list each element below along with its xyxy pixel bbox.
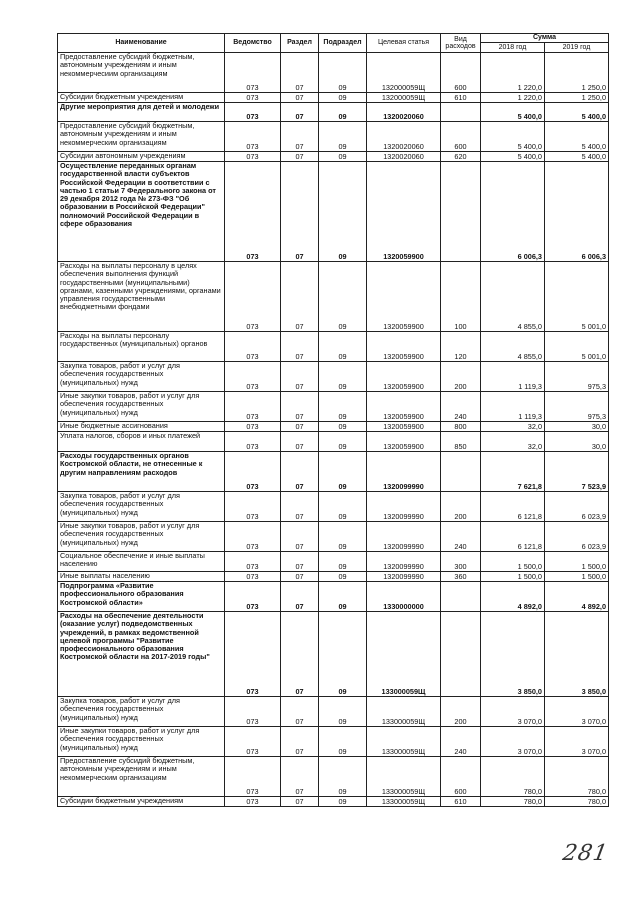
row-razdel-cell: 07 [281, 757, 319, 797]
row-podrazdel-cell: 09 [319, 122, 367, 152]
row-sum-2018-cell: 780,0 [481, 797, 545, 807]
row-target-cell: 1320099990 [367, 452, 441, 492]
row-podrazdel-cell: 09 [319, 152, 367, 162]
row-sum-2019-cell: 6 023,9 [545, 492, 609, 522]
row-vid-cell [441, 582, 481, 612]
row-podrazdel-cell: 09 [319, 582, 367, 612]
row-vid-cell [441, 612, 481, 697]
row-sum-2018-cell: 1 119,3 [481, 392, 545, 422]
row-name-cell: Социальное обеспечение и иные выплаты населению [58, 552, 225, 572]
row-name-cell: Субсидии автономным учреждениям [58, 152, 225, 162]
row-vedomstvo-cell: 073 [225, 392, 281, 422]
row-vid-cell: 200 [441, 492, 481, 522]
row-vedomstvo-cell: 073 [225, 797, 281, 807]
row-podrazdel-cell: 09 [319, 422, 367, 432]
row-sum-2019-cell: 5 001,0 [545, 262, 609, 332]
row-vid-cell: 240 [441, 727, 481, 757]
table-row [58, 582, 609, 612]
row-sum-2019-cell: 3 070,0 [545, 697, 609, 727]
row-vid-cell: 120 [441, 332, 481, 362]
row-sum-2019-cell: 6 006,3 [545, 162, 609, 262]
row-name-cell: Закупка товаров, работ и услуг для обеспечения государственных (муниципальных) нужд [58, 697, 225, 727]
col-header-razdel: Раздел [281, 34, 319, 53]
row-podrazdel-cell: 09 [319, 93, 367, 103]
row-sum-2019-cell: 780,0 [545, 757, 609, 797]
row-name-cell: Предоставление субсидий бюджетным, автономным учреждениям и иным некоммерческим организациям [58, 122, 225, 152]
row-sum-2018-cell: 5 400,0 [481, 152, 545, 162]
table-row [58, 727, 609, 757]
row-sum-2018-cell: 4 855,0 [481, 332, 545, 362]
row-vid-cell: 100 [441, 262, 481, 332]
row-vid-cell: 620 [441, 152, 481, 162]
row-razdel-cell: 07 [281, 492, 319, 522]
table-row [58, 362, 609, 392]
row-vedomstvo-cell: 073 [225, 122, 281, 152]
row-podrazdel-cell: 09 [319, 552, 367, 572]
row-name-cell: Другие мероприятия для детей и молодежи [58, 103, 225, 122]
row-razdel-cell: 07 [281, 552, 319, 572]
table-row [58, 332, 609, 362]
row-name-cell: Закупка товаров, работ и услуг для обеспечения государственных (муниципальных) нужд [58, 362, 225, 392]
row-podrazdel-cell: 09 [319, 797, 367, 807]
row-sum-2018-cell: 1 119,3 [481, 362, 545, 392]
row-vedomstvo-cell: 073 [225, 103, 281, 122]
row-podrazdel-cell: 09 [319, 452, 367, 492]
row-vid-cell: 200 [441, 362, 481, 392]
row-sum-2019-cell: 975,3 [545, 362, 609, 392]
table-row [58, 572, 609, 582]
row-sum-2019-cell: 7 523,9 [545, 452, 609, 492]
table-row [58, 392, 609, 422]
row-target-cell: 133000059Щ [367, 697, 441, 727]
row-name-cell: Иные бюджетные ассигнования [58, 422, 225, 432]
row-sum-2018-cell: 3 070,0 [481, 697, 545, 727]
row-target-cell: 1320099990 [367, 522, 441, 552]
row-sum-2019-cell: 30,0 [545, 422, 609, 432]
col-header-vedomstvo: Ведомство [225, 34, 281, 53]
row-vid-cell: 850 [441, 432, 481, 452]
table-row [58, 757, 609, 797]
row-podrazdel-cell: 09 [319, 492, 367, 522]
row-name-cell: Подпрограмма «Развитие профессионального образования Костромской области» [58, 582, 225, 612]
row-target-cell: 133000059Щ [367, 757, 441, 797]
table-row [58, 152, 609, 162]
row-sum-2019-cell: 975,3 [545, 392, 609, 422]
row-podrazdel-cell: 09 [319, 572, 367, 582]
row-sum-2018-cell: 7 621,8 [481, 452, 545, 492]
row-name-cell: Иные выплаты населению [58, 572, 225, 582]
row-target-cell: 1320020060 [367, 122, 441, 152]
row-podrazdel-cell: 09 [319, 522, 367, 552]
row-razdel-cell: 07 [281, 582, 319, 612]
row-sum-2018-cell: 32,0 [481, 432, 545, 452]
row-sum-2019-cell: 1 500,0 [545, 572, 609, 582]
table-row [58, 432, 609, 452]
row-vedomstvo-cell: 073 [225, 332, 281, 362]
row-target-cell: 132000059Щ [367, 53, 441, 93]
row-vedomstvo-cell: 073 [225, 152, 281, 162]
row-target-cell: 133000059Щ [367, 797, 441, 807]
row-vedomstvo-cell: 073 [225, 262, 281, 332]
row-razdel-cell: 07 [281, 262, 319, 332]
row-vid-cell [441, 162, 481, 262]
row-target-cell: 1320099990 [367, 552, 441, 572]
row-podrazdel-cell: 09 [319, 432, 367, 452]
row-vid-cell: 360 [441, 572, 481, 582]
row-target-cell: 1320099990 [367, 492, 441, 522]
row-target-cell: 1320020060 [367, 103, 441, 122]
row-razdel-cell: 07 [281, 797, 319, 807]
row-vedomstvo-cell: 073 [225, 422, 281, 432]
row-target-cell: 132000059Щ [367, 93, 441, 103]
row-podrazdel-cell: 09 [319, 727, 367, 757]
row-podrazdel-cell: 09 [319, 697, 367, 727]
table-row [58, 122, 609, 152]
row-podrazdel-cell: 09 [319, 362, 367, 392]
table-row [58, 452, 609, 492]
row-sum-2018-cell: 32,0 [481, 422, 545, 432]
row-target-cell: 1320099990 [367, 572, 441, 582]
row-sum-2018-cell: 4 855,0 [481, 262, 545, 332]
row-name-cell: Субсидии бюджетным учреждениям [58, 797, 225, 807]
row-razdel-cell: 07 [281, 392, 319, 422]
row-sum-2019-cell: 1 250,0 [545, 93, 609, 103]
row-vedomstvo-cell: 073 [225, 612, 281, 697]
row-vedomstvo-cell: 073 [225, 492, 281, 522]
table-row [58, 697, 609, 727]
row-target-cell: 1320059900 [367, 162, 441, 262]
row-vedomstvo-cell: 073 [225, 452, 281, 492]
row-sum-2018-cell: 1 220,0 [481, 93, 545, 103]
row-target-cell: 1320059900 [367, 432, 441, 452]
row-name-cell: Предоставление субсидий бюджетным, автономным учреждениям и иным некоммерческим организациям [58, 757, 225, 797]
row-razdel-cell: 07 [281, 572, 319, 582]
row-name-cell: Расходы на обеспечение деятельности (оказание услуг) подведомственных учреждений, в рамках ведомственной целевой программы "Развитие профессионального образования Костромской области на 2017-2019 годы" [58, 612, 225, 697]
row-razdel-cell: 07 [281, 452, 319, 492]
row-name-cell: Расходы на выплаты персоналу государственных (муниципальных) органов [58, 332, 225, 362]
row-vedomstvo-cell: 073 [225, 522, 281, 552]
row-name-cell: Уплата налогов, сборов и иных платежей [58, 432, 225, 452]
row-sum-2019-cell: 780,0 [545, 797, 609, 807]
row-vedomstvo-cell: 073 [225, 572, 281, 582]
row-razdel-cell: 07 [281, 93, 319, 103]
col-header-podrazdel: Подраздел [319, 34, 367, 53]
row-vedomstvo-cell: 073 [225, 432, 281, 452]
row-podrazdel-cell: 09 [319, 332, 367, 362]
row-razdel-cell: 07 [281, 697, 319, 727]
row-sum-2019-cell: 30,0 [545, 432, 609, 452]
col-header-2018: 2018 год [481, 43, 545, 53]
row-vedomstvo-cell: 073 [225, 162, 281, 262]
row-vedomstvo-cell: 073 [225, 697, 281, 727]
row-razdel-cell: 07 [281, 103, 319, 122]
col-header-vid: Вид расходов [441, 34, 481, 53]
row-vid-cell: 300 [441, 552, 481, 572]
row-vid-cell [441, 103, 481, 122]
table-row [58, 262, 609, 332]
table-row [58, 422, 609, 432]
row-razdel-cell: 07 [281, 612, 319, 697]
row-vid-cell: 610 [441, 797, 481, 807]
row-razdel-cell: 07 [281, 522, 319, 552]
row-name-cell: Предоставление субсидий бюджетным, автономным учреждениям и иным некоммерчесиим организациям [58, 53, 225, 93]
row-podrazdel-cell: 09 [319, 612, 367, 697]
row-podrazdel-cell: 09 [319, 162, 367, 262]
row-sum-2019-cell: 5 001,0 [545, 332, 609, 362]
table-row [58, 53, 609, 93]
row-razdel-cell: 07 [281, 727, 319, 757]
row-sum-2019-cell: 5 400,0 [545, 103, 609, 122]
col-header-2019: 2019 год [545, 43, 609, 53]
row-sum-2019-cell: 5 400,0 [545, 152, 609, 162]
row-razdel-cell: 07 [281, 432, 319, 452]
row-razdel-cell: 07 [281, 53, 319, 93]
row-razdel-cell: 07 [281, 152, 319, 162]
row-razdel-cell: 07 [281, 362, 319, 392]
table-header [58, 34, 609, 53]
row-vedomstvo-cell: 073 [225, 362, 281, 392]
row-sum-2018-cell: 5 400,0 [481, 122, 545, 152]
row-podrazdel-cell: 09 [319, 262, 367, 332]
row-target-cell: 1320020060 [367, 152, 441, 162]
row-sum-2019-cell: 1 250,0 [545, 53, 609, 93]
row-podrazdel-cell: 09 [319, 103, 367, 122]
row-name-cell: Закупка товаров, работ и услуг для обеспечения государственных (муниципальных) нужд [58, 492, 225, 522]
row-name-cell: Иные закупки товаров, работ и услуг для обеспечения государственных (муниципальных) нужд [58, 392, 225, 422]
row-vedomstvo-cell: 073 [225, 552, 281, 572]
budget-table [57, 33, 609, 807]
row-podrazdel-cell: 09 [319, 392, 367, 422]
row-sum-2018-cell: 6 121,8 [481, 492, 545, 522]
table-row [58, 797, 609, 807]
row-name-cell: Расходы государственных органов Костромской области, не отнесенные к другим направлениям расходов [58, 452, 225, 492]
row-sum-2018-cell: 4 892,0 [481, 582, 545, 612]
col-header-name: Наименование [58, 34, 225, 53]
row-sum-2019-cell: 3 850,0 [545, 612, 609, 697]
row-vid-cell: 610 [441, 93, 481, 103]
row-sum-2019-cell: 5 400,0 [545, 122, 609, 152]
row-name-cell: Расходы на выплаты персоналу в целях обеспечения выполнения функций государственными (муниципальными) органами, казенными учреждениями, органами управления государственными внебюджетными фондами [58, 262, 225, 332]
row-target-cell: 133000059Щ [367, 727, 441, 757]
row-sum-2018-cell: 1 500,0 [481, 572, 545, 582]
budget-table-sheet [57, 33, 608, 807]
row-name-cell: Иные закупки товаров, работ и услуг для обеспечения государственных (муниципальных) нужд [58, 727, 225, 757]
row-sum-2018-cell: 1 500,0 [481, 552, 545, 572]
col-header-target: Целевая статья [367, 34, 441, 53]
table-row [58, 103, 609, 122]
row-vid-cell: 240 [441, 392, 481, 422]
row-sum-2018-cell: 3 850,0 [481, 612, 545, 697]
row-target-cell: 1320059900 [367, 262, 441, 332]
row-target-cell: 1320059900 [367, 422, 441, 432]
table-body [58, 53, 609, 807]
row-sum-2018-cell: 3 070,0 [481, 727, 545, 757]
table-row [58, 612, 609, 697]
row-razdel-cell: 07 [281, 162, 319, 262]
row-vid-cell: 200 [441, 697, 481, 727]
row-target-cell: 1320059900 [367, 392, 441, 422]
row-sum-2018-cell: 6 006,3 [481, 162, 545, 262]
row-sum-2018-cell: 1 220,0 [481, 53, 545, 93]
table-row [58, 93, 609, 103]
col-header-sum: Сумма [481, 34, 609, 43]
table-row [58, 522, 609, 552]
row-vid-cell: 600 [441, 122, 481, 152]
row-vid-cell [441, 452, 481, 492]
row-sum-2019-cell: 1 500,0 [545, 552, 609, 572]
table-row [58, 162, 609, 262]
row-sum-2019-cell: 6 023,9 [545, 522, 609, 552]
row-sum-2019-cell: 4 892,0 [545, 582, 609, 612]
row-target-cell: 1330000000 [367, 582, 441, 612]
row-vid-cell: 800 [441, 422, 481, 432]
row-target-cell: 1320059900 [367, 332, 441, 362]
row-name-cell: Субсидии бюджетным учреждениям [58, 93, 225, 103]
row-razdel-cell: 07 [281, 422, 319, 432]
table-row [58, 492, 609, 522]
row-vedomstvo-cell: 073 [225, 727, 281, 757]
row-target-cell: 1320059900 [367, 362, 441, 392]
row-vedomstvo-cell: 073 [225, 53, 281, 93]
row-razdel-cell: 07 [281, 332, 319, 362]
row-sum-2018-cell: 5 400,0 [481, 103, 545, 122]
row-vid-cell: 600 [441, 53, 481, 93]
row-razdel-cell: 07 [281, 122, 319, 152]
row-sum-2018-cell: 780,0 [481, 757, 545, 797]
row-vid-cell: 240 [441, 522, 481, 552]
row-target-cell: 133000059Щ [367, 612, 441, 697]
handwritten-page-number: 281 [560, 841, 611, 866]
row-sum-2019-cell: 3 070,0 [545, 727, 609, 757]
table-row [58, 552, 609, 572]
row-name-cell: Иные закупки товаров, работ и услуг для обеспечения государственных (муниципальных) нужд [58, 522, 225, 552]
row-podrazdel-cell: 09 [319, 757, 367, 797]
row-sum-2018-cell: 6 121,8 [481, 522, 545, 552]
row-podrazdel-cell: 09 [319, 53, 367, 93]
row-vedomstvo-cell: 073 [225, 93, 281, 103]
row-vid-cell: 600 [441, 757, 481, 797]
row-vedomstvo-cell: 073 [225, 582, 281, 612]
row-vedomstvo-cell: 073 [225, 757, 281, 797]
row-name-cell: Осуществление переданных органам государственной власти субъектов Российской Федерации в соответствии с частью 1 статьи 7 Федерального закона от 29 декабря 2012 года № 273-ФЗ "Об образовании в Российской Федерации" полномочий Российской Федерации в сфере образования [58, 162, 225, 262]
